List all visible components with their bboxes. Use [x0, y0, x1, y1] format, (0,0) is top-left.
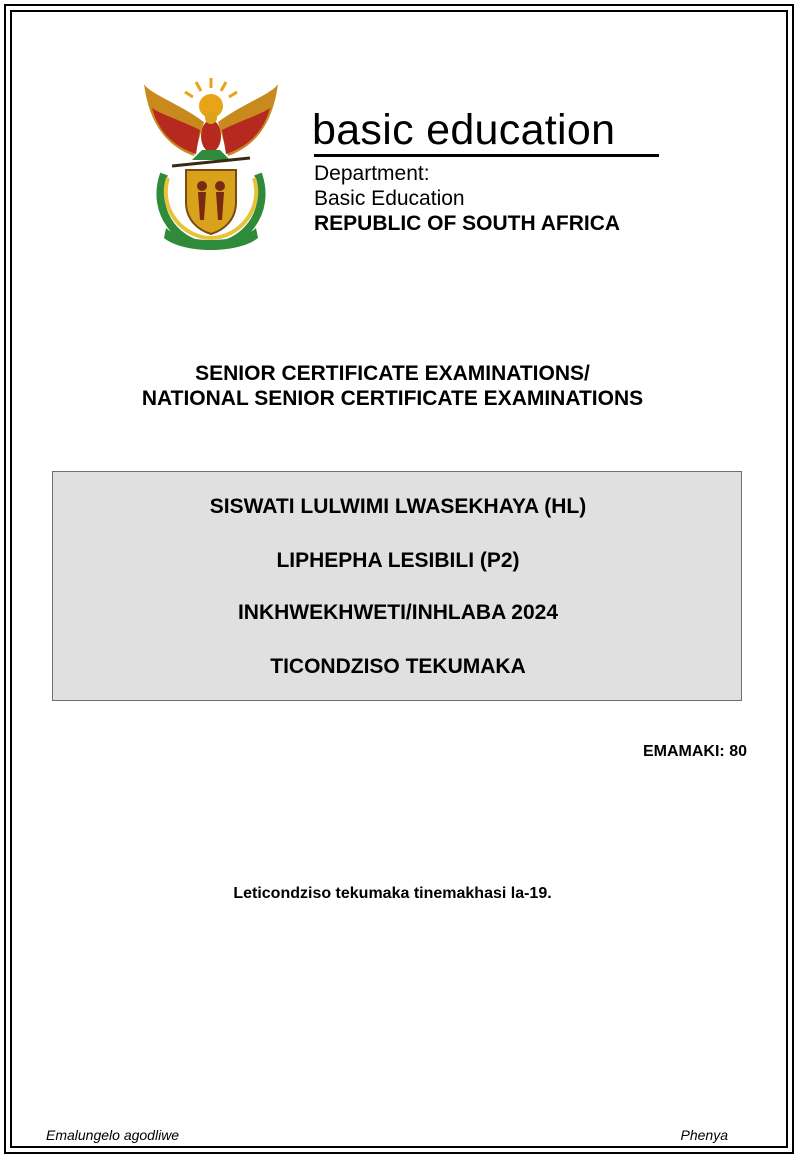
paper-number: LIPHEPHA LESIBILI (P2): [276, 549, 520, 572]
page-count-note: Leticondziso tekumaka tinemakhasi la-19.: [233, 885, 552, 902]
brand-divider: [314, 154, 659, 157]
subject-box: [52, 471, 742, 701]
copyright-note: Emalungelo agodliwe: [46, 1127, 180, 1143]
department-name: Basic Education: [314, 187, 465, 210]
country-name: REPUBLIC OF SOUTH AFRICA: [314, 212, 621, 235]
total-marks: EMAMAKI: 80: [642, 743, 747, 760]
coat-of-arms-logo: [140, 74, 282, 254]
department-label: Department:: [314, 162, 430, 185]
exam-title-line-2: NATIONAL SENIOR CERTIFICATE EXAMINATIONS: [141, 387, 644, 410]
exam-session: INKHWEKHWETI/INHLABA 2024: [237, 601, 559, 624]
subject-name: SISWATI LULWIMI LWASEKHAYA (HL): [209, 495, 587, 518]
brand-title: basic education: [312, 106, 616, 154]
document-type: TICONDZISO TEKUMAKA: [270, 655, 526, 678]
turn-over-note: Phenya: [680, 1127, 728, 1143]
exam-title-line-1: SENIOR CERTIFICATE EXAMINATIONS/: [195, 362, 590, 385]
